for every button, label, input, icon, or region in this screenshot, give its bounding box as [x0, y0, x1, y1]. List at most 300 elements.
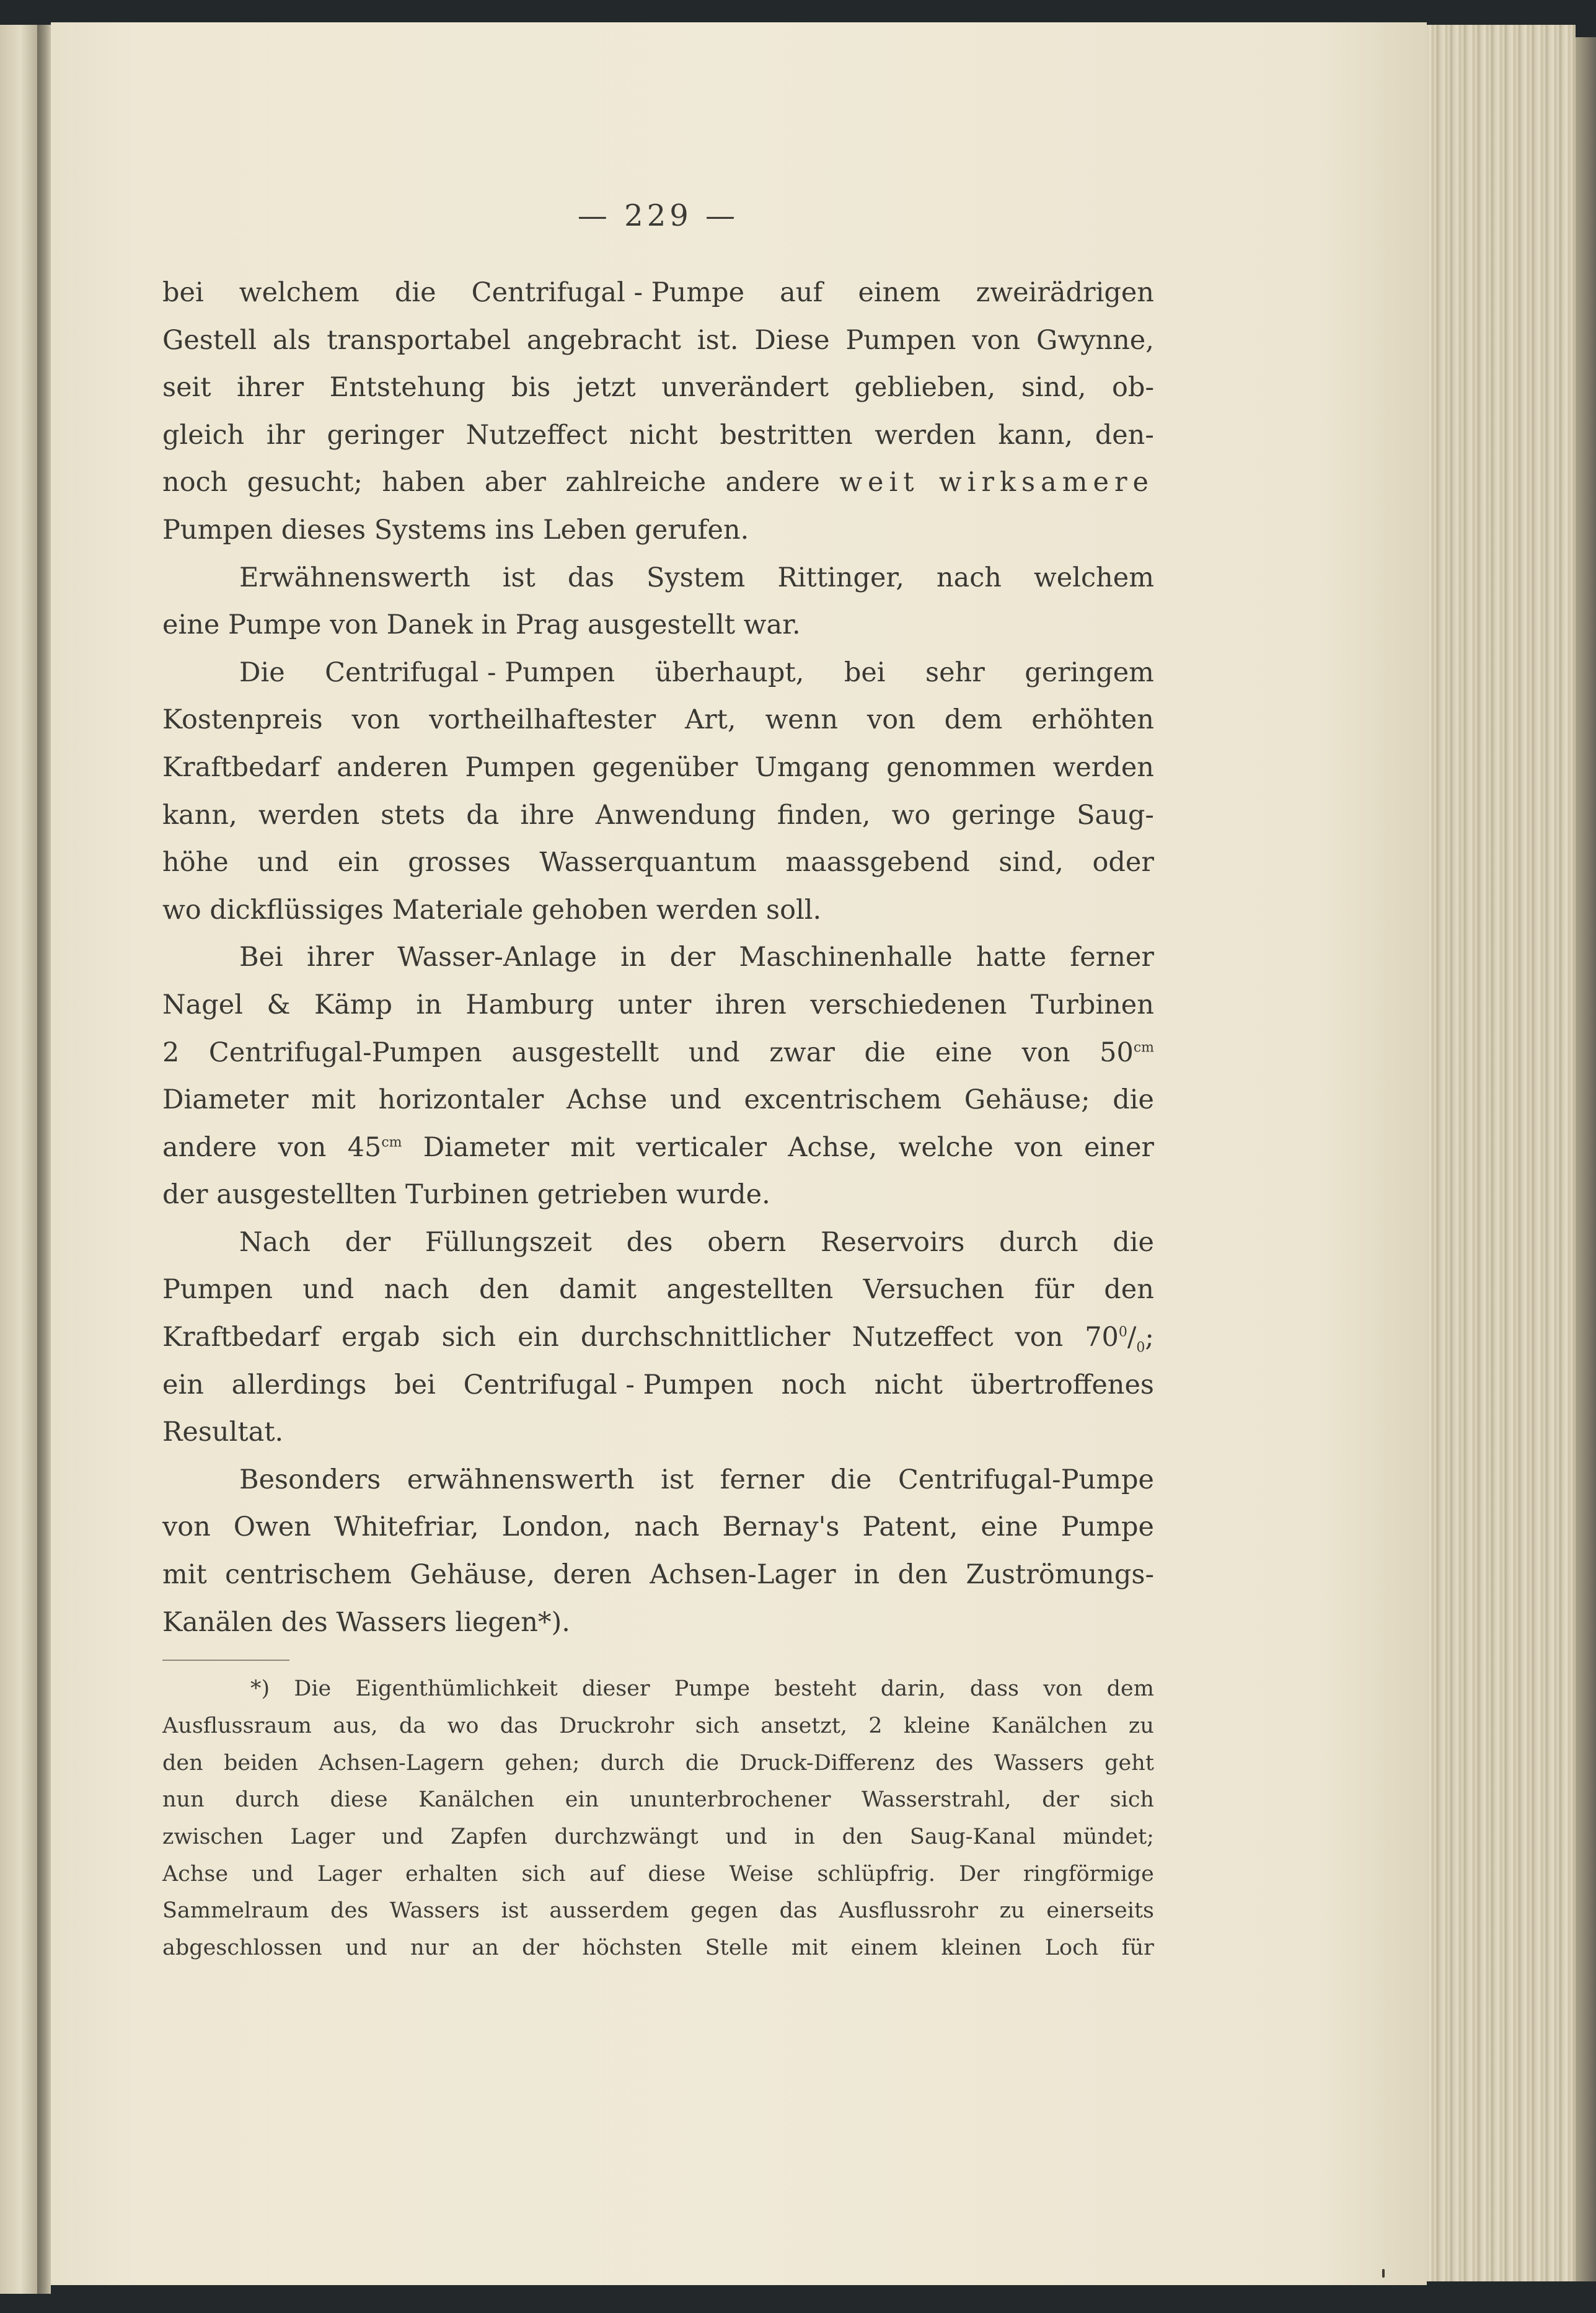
punctuation: ; [1145, 1322, 1154, 1353]
word: Achse [162, 1861, 229, 1886]
footnote-line [162, 1819, 1154, 1856]
word: mit [162, 1559, 207, 1591]
word: nur [410, 1935, 449, 1961]
word: ein [518, 1322, 560, 1353]
word: nach [384, 1274, 449, 1306]
text-line [162, 887, 1154, 934]
word: Kanälchen [418, 1787, 535, 1813]
word: Kraftbedarf [162, 751, 320, 783]
word: Danek [386, 609, 473, 641]
body-text [162, 269, 1154, 1646]
word: durchschnittlicher [580, 1322, 831, 1353]
text-line [162, 459, 1154, 506]
text-line [162, 1361, 1154, 1409]
word: grosses [408, 847, 511, 878]
word: angestellten [666, 1274, 834, 1306]
text-line [162, 1124, 1154, 1172]
word: Pumpen [162, 1274, 273, 1306]
word: Systems [374, 514, 487, 546]
footnote-line [162, 1745, 1154, 1782]
word: angebracht [526, 324, 681, 356]
word: der [345, 1226, 391, 1258]
word: Centrifugal - Pumpen [325, 657, 615, 688]
word: eine [981, 1511, 1038, 1543]
word: Füllungszeit [425, 1226, 592, 1258]
word: gehoben [531, 894, 648, 926]
word: gegenüber [592, 751, 738, 783]
word: werden [875, 419, 976, 451]
word: Maschinenhalle [739, 942, 953, 973]
word: kleinen [941, 1935, 1022, 1961]
word: Entstehung [329, 372, 486, 404]
word: Gehäuse, [410, 1559, 536, 1591]
word: da [466, 799, 500, 831]
word: und [257, 847, 309, 878]
word: ist [502, 562, 536, 593]
text-line [162, 1076, 1154, 1124]
word: das [500, 1713, 538, 1738]
word: den [162, 1750, 203, 1776]
word: liegen [455, 1606, 538, 1638]
text-line [162, 601, 1154, 649]
word: einer [1084, 1131, 1154, 1163]
unit-superscript: cm [1133, 1040, 1154, 1056]
word: Lager [290, 1824, 355, 1849]
word: höchsten [582, 1935, 682, 1961]
text-line [162, 744, 1154, 792]
word: ihr [266, 419, 305, 451]
word: stets [381, 799, 446, 831]
facing-page-edge [0, 25, 37, 2294]
footnote-reference: *). [537, 1606, 570, 1638]
word: von [1021, 1037, 1070, 1068]
text-line [162, 1171, 1154, 1219]
word: obern [707, 1226, 787, 1258]
word: Zapfen [451, 1824, 527, 1849]
word: gehen; [505, 1750, 580, 1776]
word: Resultat. [162, 1417, 284, 1448]
word: von [866, 704, 915, 736]
footnote-line [162, 1856, 1154, 1893]
word: Diameter [423, 1131, 550, 1163]
word: ununterbrochener [629, 1787, 831, 1813]
word: Pumpe [1060, 1511, 1154, 1543]
footnote-line [162, 1671, 1154, 1708]
word: Druck-Differenz [739, 1750, 915, 1776]
word: excentrischem [744, 1084, 942, 1116]
word: Die [239, 657, 285, 688]
word: für [1121, 1935, 1154, 1961]
percent-value: $70^0/_0$; [1085, 1322, 1154, 1356]
word: da [399, 1713, 426, 1738]
measure-45cm [348, 1124, 402, 1172]
word: Wasserquantum [539, 847, 757, 878]
word: geht [1104, 1750, 1154, 1776]
word: aber [484, 467, 546, 498]
word: anderen [337, 751, 449, 783]
word: den [897, 1559, 948, 1591]
word: seit [162, 372, 211, 404]
word: mündet; [1062, 1824, 1154, 1849]
word: ausgestellt [588, 609, 735, 641]
text-line [162, 1456, 1154, 1504]
word: durch [235, 1787, 300, 1813]
word: Zuströmungs- [966, 1559, 1154, 1591]
word: und [725, 1824, 767, 1849]
word: horizontaler [378, 1084, 544, 1116]
word: sind, [999, 847, 1064, 878]
word: verschiedenen [810, 989, 1007, 1020]
text-line [162, 269, 1154, 317]
word: Centrifugal-Pumpe [897, 1464, 1154, 1495]
word: eine [935, 1037, 993, 1068]
word: die [1113, 1226, 1154, 1258]
word: ergab [342, 1322, 420, 1353]
word: beiden [223, 1750, 298, 1776]
word: Die [294, 1676, 332, 1702]
word: oder [1092, 847, 1154, 878]
word: die [864, 1037, 906, 1068]
word: in [853, 1559, 880, 1591]
word: Der [959, 1861, 1000, 1886]
word: Kostenpreis [162, 704, 323, 736]
word: ein [337, 847, 379, 878]
word: in [481, 609, 508, 641]
word: ist [501, 1898, 528, 1924]
word: und [252, 1861, 294, 1886]
word: andere [725, 467, 820, 498]
word: durch [600, 1750, 665, 1776]
number: 50 [1100, 1037, 1134, 1068]
word: nach [634, 1511, 700, 1543]
word: wurde. [676, 1179, 770, 1211]
word: ferner [1070, 942, 1154, 973]
word-emphasis: weit [839, 467, 920, 498]
word: Diese [754, 324, 830, 356]
word: Pumpen [162, 514, 273, 546]
word: und [302, 1274, 355, 1306]
word: Kanälen [162, 1606, 273, 1638]
word: Reservoirs [820, 1226, 965, 1258]
word: andere [162, 1131, 257, 1163]
word: welchem [1033, 562, 1154, 593]
footnote-divider [162, 1660, 289, 1661]
word: Lager [317, 1861, 382, 1886]
word: geringer [327, 419, 444, 451]
word: Achsen-Lager [650, 1559, 836, 1591]
word: Loch [1044, 1935, 1099, 1961]
word: wo [447, 1713, 479, 1738]
footnote [162, 1671, 1154, 1967]
word: schlüpfrig. [817, 1861, 935, 1886]
word: dieses [281, 514, 366, 546]
text-block [162, 198, 1154, 1967]
word: Kämp [314, 989, 393, 1020]
word: maassgebend [785, 847, 970, 878]
text-line [162, 1219, 1154, 1267]
number: 70 [1085, 1322, 1119, 1353]
word: transportabel [327, 324, 511, 356]
word: ein [565, 1787, 599, 1813]
word: finden, [777, 799, 871, 831]
word: und [382, 1824, 424, 1849]
word: Wassers [336, 1606, 447, 1638]
word: ist. [697, 324, 739, 356]
text-line [162, 317, 1154, 365]
word: den [1104, 1274, 1154, 1306]
word: nach [936, 562, 1002, 593]
word: unter [617, 989, 692, 1020]
word: deren [553, 1559, 632, 1591]
word: Druckrohr [559, 1713, 674, 1738]
word: sich [1109, 1787, 1154, 1813]
word: Wassers [994, 1750, 1084, 1776]
text-line [162, 839, 1154, 887]
word: der [162, 1179, 208, 1211]
word: übertroffenes [970, 1369, 1154, 1400]
word: Rittinger, [777, 562, 904, 593]
word: zwischen [162, 1824, 263, 1849]
word: das [567, 562, 615, 593]
word: den [479, 1274, 529, 1306]
word: noch [781, 1369, 847, 1400]
word: sich [695, 1713, 740, 1738]
word: und [669, 1084, 721, 1116]
word: auf [589, 1861, 625, 1886]
word: Gwynne, [1036, 324, 1154, 356]
word: werden [258, 799, 360, 831]
word: ein [162, 1369, 204, 1400]
word: allerdings [231, 1369, 367, 1400]
word: als [272, 324, 311, 356]
word: Saug- [1077, 799, 1154, 831]
footnote-line [162, 1893, 1154, 1930]
word: Pumpen [845, 324, 956, 356]
word: für [1034, 1274, 1074, 1306]
word: ausgestellten [216, 1179, 397, 1211]
word: Bernay's [722, 1511, 840, 1543]
word: zweirädrigen [976, 277, 1154, 308]
word: Whitefriar, [333, 1511, 479, 1543]
word: Ausflussrohr [839, 1898, 978, 1924]
word: hatte [976, 942, 1047, 973]
page-stack-edges [1427, 25, 1576, 2281]
footnote-line [162, 1930, 1154, 1967]
word: getrieben [537, 1179, 668, 1211]
word: soll. [766, 894, 822, 926]
word: der [1042, 1787, 1080, 1813]
word: wenn [765, 704, 839, 736]
word: 2 [868, 1713, 883, 1738]
word: den- [1095, 419, 1154, 451]
word: Saug-Kanal [909, 1824, 1036, 1849]
word: Pumpen [465, 751, 576, 783]
word: auf [780, 277, 823, 308]
word: in [416, 989, 442, 1020]
word: abgeschlossen [162, 1935, 322, 1961]
word: an [472, 1935, 499, 1961]
word: Gehäuse; [964, 1084, 1090, 1116]
paper-speck [1382, 2269, 1385, 2278]
word: Achse, [788, 1131, 878, 1163]
word: in [794, 1824, 816, 1849]
word: das [779, 1898, 818, 1924]
text-line [162, 696, 1154, 744]
word: nicht [874, 1369, 943, 1400]
word: Gestell [162, 324, 257, 356]
word: werden [656, 894, 758, 926]
word: ansetzt, [761, 1713, 848, 1738]
word: Wasserstrahl, [862, 1787, 1012, 1813]
text-line [162, 649, 1154, 697]
word: aus, [333, 1713, 378, 1738]
word: von [162, 1511, 211, 1543]
word: jetzt [576, 372, 636, 404]
word: ihre [520, 799, 575, 831]
word: und [688, 1037, 740, 1068]
word: Erwähnenswerth [239, 562, 470, 593]
word: Umgang [754, 751, 870, 783]
word: einerseits [1046, 1898, 1154, 1924]
word: noch [162, 467, 228, 498]
word: dickflüssiges [209, 894, 384, 926]
word: gerufen. [635, 514, 749, 546]
word: Kanälchen [991, 1713, 1108, 1738]
text-line [162, 412, 1154, 459]
word: Diameter [162, 1084, 289, 1116]
word: Turbinen [405, 1179, 529, 1211]
word: Nach [239, 1226, 311, 1258]
word: nicht [629, 419, 698, 451]
word: des [330, 1898, 369, 1924]
text-line [162, 1409, 1154, 1456]
page-stack-shadow [1576, 37, 1596, 2281]
word: von [278, 1131, 327, 1163]
text-line [162, 1029, 1154, 1077]
word: ringförmige [1023, 1861, 1154, 1886]
word: darin, [880, 1676, 946, 1702]
word: ausserdem [549, 1898, 669, 1924]
text-line [162, 364, 1154, 412]
unit-superscript: cm [381, 1134, 402, 1151]
word: zu [1128, 1713, 1154, 1738]
word: wo [162, 894, 201, 926]
word: vortheilhaftester [429, 704, 656, 736]
word: ihrer [306, 942, 374, 973]
text-line [162, 1551, 1154, 1599]
word: Nagel [162, 989, 243, 1020]
word: Centrifugal - Pumpe [471, 277, 745, 308]
word: Art, [685, 704, 736, 736]
word: gesucht; [247, 467, 363, 498]
word: damit [559, 1274, 637, 1306]
measure-50cm [1100, 1029, 1154, 1077]
word: war. [743, 609, 801, 641]
word: den [842, 1824, 883, 1849]
word: London, [501, 1511, 612, 1543]
word: der [669, 942, 716, 973]
word: Centrifugal-Pumpen [208, 1037, 482, 1068]
word: ob- [1112, 372, 1154, 404]
word: ist [661, 1464, 694, 1495]
word: einem [850, 1935, 919, 1961]
word: zwar [769, 1037, 835, 1068]
word: Ausflussraum [162, 1713, 312, 1738]
word: dem [944, 704, 1003, 736]
word: System [646, 562, 746, 593]
word: bei [394, 1369, 436, 1400]
word-emphasis: wirksamere [938, 467, 1154, 498]
word: mit [570, 1131, 615, 1163]
word: Prag [515, 609, 580, 641]
word: & [267, 989, 291, 1020]
percent-subscript: 0 [1136, 1340, 1145, 1356]
text-line [162, 1314, 1154, 1361]
word: Eigenthümlichkeit [355, 1676, 558, 1702]
word: bis [511, 372, 551, 404]
word: Leben [542, 514, 627, 546]
book-gutter [37, 25, 51, 2294]
word: erwähnenswerth [407, 1464, 635, 1495]
word: besteht [774, 1676, 857, 1702]
word: Nutzeffect [852, 1322, 994, 1353]
text-line [162, 1266, 1154, 1314]
word: Patent, [862, 1511, 958, 1543]
word: in [620, 942, 646, 973]
word: diese [648, 1861, 706, 1886]
word: welche [898, 1131, 994, 1163]
word: zu [999, 1898, 1025, 1924]
word: verticaler [636, 1131, 767, 1163]
footnote-line [162, 1708, 1154, 1745]
word: Kraftbedarf [162, 1322, 320, 1353]
word: diese [330, 1787, 388, 1813]
word: von [1014, 1131, 1063, 1163]
word: dem [1106, 1676, 1154, 1702]
word: mit [791, 1935, 828, 1961]
word: Pumpe [228, 609, 322, 641]
word: von [1015, 1322, 1064, 1353]
word: bei [162, 277, 204, 308]
word: haben [382, 467, 465, 498]
word: Sammelraum [162, 1898, 309, 1924]
word: geringem [1025, 657, 1154, 688]
word: kann, [162, 799, 237, 831]
word: unverändert [661, 372, 829, 404]
text-line [162, 934, 1154, 981]
word: Pumpe [674, 1676, 751, 1702]
word: des [935, 1750, 974, 1776]
word: die [394, 277, 436, 308]
word: Versuchen [863, 1274, 1005, 1306]
text-line [162, 554, 1154, 602]
word: Nutzeffect [465, 419, 607, 451]
word: des [281, 1606, 328, 1638]
word: durch [999, 1226, 1078, 1258]
word: des [626, 1226, 673, 1258]
word: Achsen-Lagern [319, 1750, 485, 1776]
word: kleine [903, 1713, 971, 1738]
word: erhöhten [1031, 704, 1154, 736]
word: ferner [720, 1464, 805, 1495]
word: mit [311, 1084, 356, 1116]
word: ins [495, 514, 535, 546]
number: 45 [347, 1131, 382, 1163]
text-line [162, 792, 1154, 839]
word: ihren [715, 989, 787, 1020]
word: ausgestellt [511, 1037, 659, 1068]
word: sich [521, 1861, 566, 1886]
